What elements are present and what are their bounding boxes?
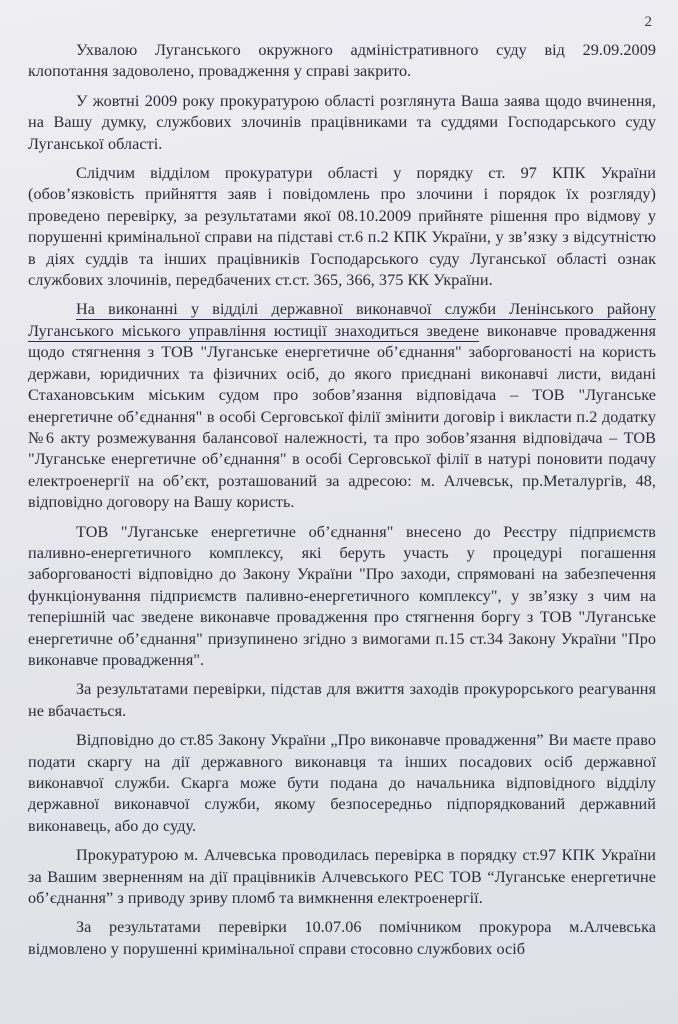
paragraph-energy-registry: ТОВ "Луганське енергетичне об’єднання" внесено до Реєстру підприємств паливно-енергетичного комплексу, які беруть участь у процедурі погашення заборгованості відповідно до Закону України "Про заходи, спрямовані на забезпечення функціонування підприємств паливно-енергетичного комплексу", у зв’язку з чим на теперішній час зведене виконавче провадження про стягнення боргу з ТОВ "Луганське енергетичне об’єднання" призупинено згідно з вимогами п.15 ст.34 Закону України "Про виконавче провадження".: [28, 522, 656, 669]
paragraph-refusal: За результатами перевірки 10.07.06 помічником прокурора м.Алчевська відмовлено у порушенні кримінальної справи стосовно службових осіб: [28, 918, 656, 958]
paragraph-investigation-result: Слідчим відділом прокуратури області у порядку ст. 97 КПК України (обов’язковість прийняття заяв і повідомлень про злочини і порядок їх розгляду) проведено перевірку, за результатами якої 08.10.2009 прийняте рішення про відмову у порушенні кримінальної справи на підставі ст.6 п.2 КПК України, у зв’язку з відсутністю в діях суддів та інших працівників Господарського суду Луганської області ознак службових злочинів, передбачених ст.ст. 365, 366, 375 КК України.: [28, 164, 656, 290]
paragraph-complaint-review: У жовтні 2009 року прокуратурою області розглянута Ваша заява щодо вчинення, на Вашу думку, службових злочинів працівниками та суддями Господарського суду Луганської області.: [28, 91, 656, 153]
paragraph-enforcement-proceedings: [28, 299, 656, 513]
paragraph-alchevsk-check: Прокуратурою м. Алчевська проводилась перевірка в порядку ст.97 КПК України за Вашим зверненням на дії працівників Алчевського РЕС ТОВ “Луганське енергетичне об’єднання” з приводу зриву пломб та вимкнення електроенергії.: [28, 846, 656, 908]
paragraph-court-ruling: Ухвалою Луганського окружного адміністративного суду від 29.09.2009 клопотання задоволено, провадження у справі закрито.: [28, 41, 656, 81]
letter-body: [28, 40, 656, 968]
paragraph-right-to-appeal: Відповідно до ст.85 Закону України „Про виконавче провадження” Ви маєте право подати скаргу на дії державного виконавця та інших посадових осіб державної виконавчої служби. Скарга може бути подана до начальника відповідного відділу державної виконавчої служби, якому безпосередньо підпорядкований державний виконавець, або до суду.: [28, 731, 656, 835]
page-number: 2: [644, 14, 652, 30]
enforcement-text: виконавче провадження щодо стягнення з ТОВ "Луганське енергетичне об’єднання" заборгованості на користь держави, юридичних та фізичних осіб, до якого приєднані виконавчі листи, видані Стахановським міським судом про зобов’язання відповідача – ТОВ "Луганське енергетичне об’єднання" в особі Серговської філії змінити договір і викласти п.2 додатку №6 акту розмежування балансової належності, та про зобов’язання відповідача – ТОВ "Луганське енергетичне об’єднання" в особі Серговської філії в натурі поновити подачу електроенергії на об’єкт, розташований за адресою: м. Алчевськ, пр.Металургів, 48, відповідно договору на Вашу користь.: [28, 321, 656, 512]
paragraph-no-grounds: За результатами перевірки, підстав для вжиття заходів прокурорського реагування не вбачається.: [28, 680, 656, 720]
underlined-phrase: На виконанні у відділі державної виконавчої служби Ленінського району Луганського міського управління юстиції знаходиться зведене: [28, 300, 656, 340]
